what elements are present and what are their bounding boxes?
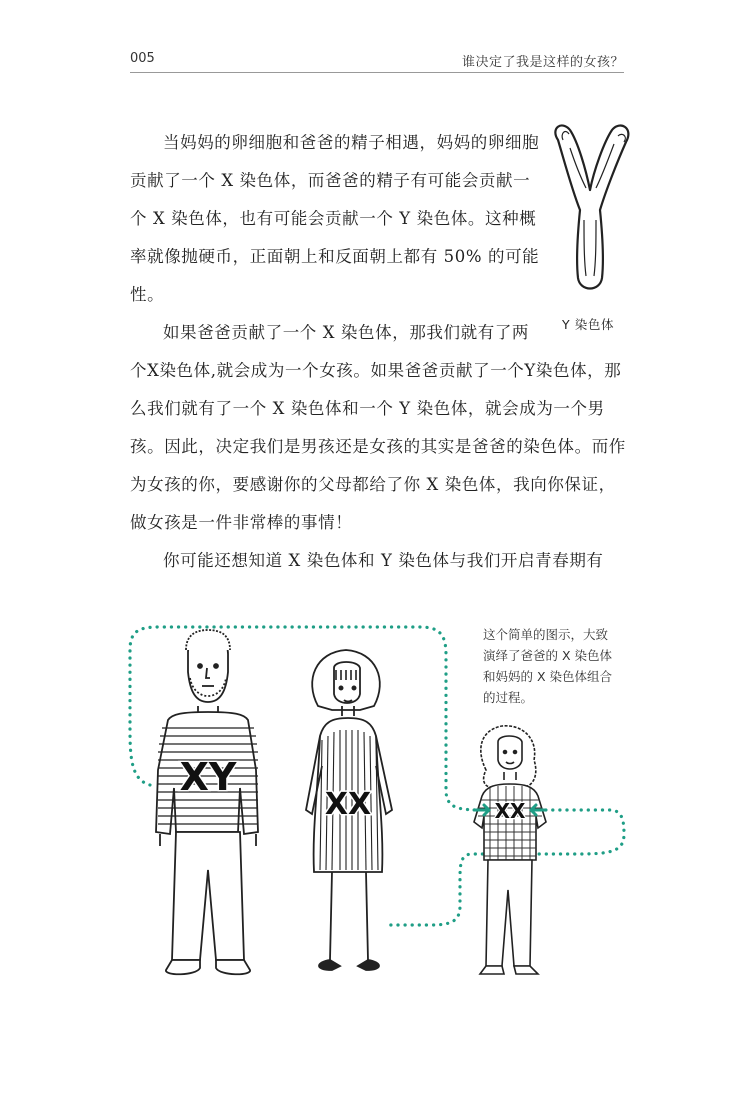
- body-text: [130, 124, 630, 580]
- paragraph-2: 如果爸爸贡献了一个 X 染色体，那我们就有了两个X染色体,就会成为一个女孩。如果爸爸贡献了一个Y染色体，那么我们就有了一个 X 染色体和一个 Y 染色体，就会成为一个男孩。因此，决定我们是男孩还是女孩的其实是爸爸的染色体。而作为女孩的你，要感谢你的父母都给了你 X 染色体，我向你保证，做女孩是一件非常棒的事情！: [130, 323, 626, 532]
- caption-line: 这个简单的图示，大致: [483, 627, 609, 642]
- y-chromosome-caption: Y 染色体: [562, 317, 615, 332]
- caption-line: 的过程。: [483, 690, 534, 705]
- y-chromosome-icon: [548, 120, 636, 300]
- caption-line: 和妈妈的 X 染色体组合: [483, 669, 613, 684]
- illustration-caption: [483, 624, 633, 708]
- page-header: [130, 48, 624, 70]
- running-title: 谁决定了我是这样的女孩？: [461, 55, 624, 70]
- dad-figure: [156, 630, 258, 974]
- dad-chromosome-label: XY: [179, 755, 237, 799]
- paragraph-3: 你可能还想知道 X 染色体和 Y 染色体与我们开启青春期有: [163, 551, 604, 570]
- girl-chromosome-label: XX: [494, 799, 526, 823]
- header-rule: [130, 72, 624, 73]
- mom-chromosome-label: XX: [324, 787, 372, 822]
- caption-line: 演绎了爸爸的 X 染色体: [483, 648, 613, 663]
- page-number: 005: [130, 51, 155, 66]
- paragraph-1: 当妈妈的卵细胞和爸爸的精子相遇，妈妈的卵细胞贡献了一个 X 染色体，而爸爸的精子有可能会贡献一个 X 染色体，也有可能会贡献一个 Y 染色体。这种概率就像抛硬币，正面朝上和反面朝上都有 50% 的可能性。: [130, 133, 540, 304]
- girl-figure: [474, 726, 546, 974]
- y-chromosome-figure: [548, 120, 636, 330]
